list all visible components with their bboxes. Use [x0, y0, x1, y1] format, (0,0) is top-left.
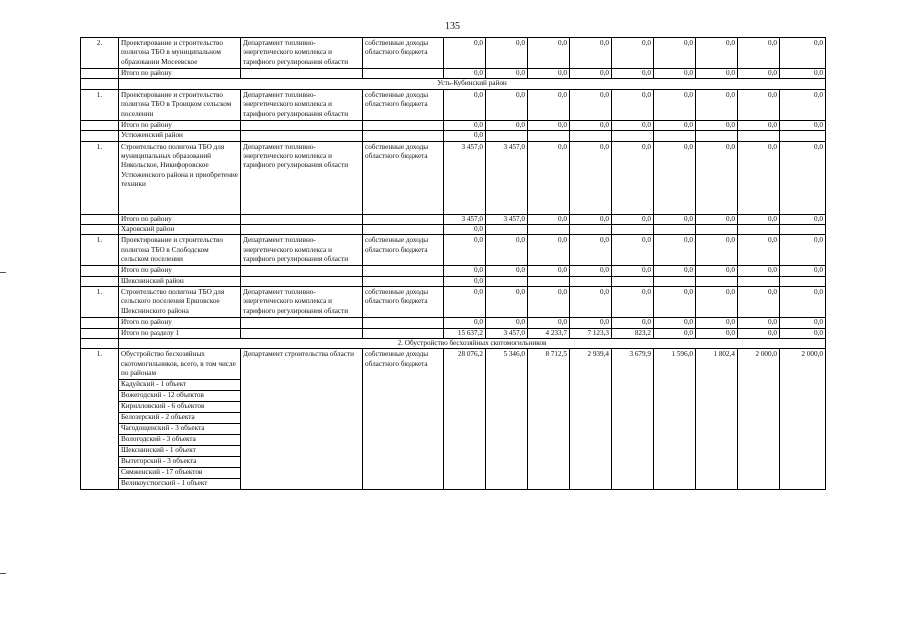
executor: Департамент топливно-энергетического комплекса и тарифного регулирования области [241, 235, 363, 266]
total-amount: 3 457,0 [486, 328, 528, 338]
total-amount: 0,0 [444, 69, 486, 79]
amount-cell: 0,0 [696, 235, 738, 266]
row-number: 1. [81, 235, 119, 266]
total-amount: 0,0 [444, 120, 486, 130]
amount-cell: 2 000,0 [738, 349, 780, 490]
total-amount: 0,0 [738, 318, 780, 328]
total-label: Итого по району [119, 318, 241, 328]
amount-cell: 0,0 [444, 38, 486, 69]
blank-cell [81, 120, 119, 130]
table-row [81, 89, 826, 120]
page-number: 135 [445, 21, 460, 32]
blank-cell [612, 276, 654, 286]
executor: Департамент топливно-энергетического комплекса и тарифного регулирования области [241, 89, 363, 120]
total-label: Итого по району [119, 266, 241, 276]
total-amount: 0,0 [738, 328, 780, 338]
table-row [81, 328, 826, 338]
blank-cell [654, 224, 696, 234]
blank-cell [363, 131, 444, 141]
total-amount: 0,0 [780, 214, 826, 224]
blank-cell [528, 131, 570, 141]
district-object-count: Вологодский - 3 объекта [119, 435, 241, 446]
blank-cell [241, 276, 363, 286]
amount-cell: 0,0 [528, 38, 570, 69]
blank-cell [81, 69, 119, 79]
row-number: 1. [81, 287, 119, 318]
blank-cell [81, 79, 119, 89]
funding-source: собственные доходы областного бюджета [363, 235, 444, 266]
total-amount: 823,2 [612, 328, 654, 338]
blank-cell [81, 318, 119, 328]
district-object-count: Кирилловский - 6 объектов [119, 402, 241, 413]
total-amount: 0,0 [780, 69, 826, 79]
district-object-count: Кадуйский - 1 объект [119, 380, 241, 391]
blank-cell [738, 224, 780, 234]
blank-cell [241, 214, 363, 224]
blank-cell [81, 266, 119, 276]
blank-cell [363, 224, 444, 234]
table-row [81, 141, 826, 214]
district-object-count: Вожегодский - 12 объектов [119, 391, 241, 402]
district-object-count: Вытегорский - 3 объекта [119, 457, 241, 468]
total-amount: 0,0 [486, 266, 528, 276]
executor: Департамент строительства области [241, 349, 363, 490]
total-amount: 0,0 [654, 318, 696, 328]
executor: Департамент топливно-энергетического комплекса и тарифного регулирования области [241, 287, 363, 318]
amount-cell: 1 802,4 [696, 349, 738, 490]
total-amount: 0,0 [696, 120, 738, 130]
section-title: 2. Обустройство бесхозяйных скотомогильников [119, 338, 826, 348]
total-amount: 0,0 [654, 328, 696, 338]
amount-cell: 0,0 [570, 287, 612, 318]
blank-cell [241, 328, 363, 338]
event-name: Обустройство бесхозяйных скотомогильников, всего, в том числе по районам [119, 349, 241, 380]
blank-cell [241, 131, 363, 141]
amount-cell: 2 000,0 [780, 349, 826, 490]
margin-mark [0, 272, 6, 273]
total-amount: 0,0 [444, 266, 486, 276]
total-amount: 0,0 [696, 266, 738, 276]
blank-cell [486, 131, 528, 141]
row-number: 2. [81, 38, 119, 69]
amount-cell: 2 939,4 [570, 349, 612, 490]
blank-cell [570, 224, 612, 234]
executor: Департамент топливно-энергетического комплекса и тарифного регулирования области [241, 141, 363, 214]
amount-cell: 0,0 [570, 141, 612, 214]
total-amount: 3 457,0 [486, 214, 528, 224]
amount-cell: 0,0 [486, 235, 528, 266]
total-amount: 0,0 [738, 69, 780, 79]
amount-cell: 0,0 [780, 235, 826, 266]
amount-cell: 3 679,9 [612, 349, 654, 490]
total-amount: 0,0 [528, 318, 570, 328]
total-amount: 0,0 [654, 214, 696, 224]
funding-source: собственные доходы областного бюджета [363, 349, 444, 490]
total-amount: 0,0 [780, 318, 826, 328]
amount-cell: 0,0 [780, 38, 826, 69]
blank-cell [241, 224, 363, 234]
event-name: Проектирование и строительство полигона ТБО в муниципальном образовании Мосеевское [119, 38, 241, 69]
total-amount: 0,0 [486, 318, 528, 328]
region-amount: 0,0 [444, 131, 486, 141]
table-row [81, 266, 826, 276]
total-amount: 0,0 [570, 318, 612, 328]
total-amount: 0,0 [612, 266, 654, 276]
amount-cell: 0,0 [654, 89, 696, 120]
total-amount: 0,0 [738, 120, 780, 130]
amount-cell: 0,0 [696, 89, 738, 120]
table-row [81, 318, 826, 328]
amount-cell: 0,0 [486, 38, 528, 69]
total-amount: 0,0 [612, 120, 654, 130]
amount-cell: 0,0 [570, 89, 612, 120]
amount-cell: 0,0 [612, 89, 654, 120]
table-row [81, 224, 826, 234]
total-amount: 7 123,3 [570, 328, 612, 338]
total-amount: 0,0 [780, 266, 826, 276]
blank-cell [363, 328, 444, 338]
total-amount: 0,0 [486, 69, 528, 79]
total-amount: 3 457,0 [444, 214, 486, 224]
amount-cell: 0,0 [444, 235, 486, 266]
total-amount: 15 637,2 [444, 328, 486, 338]
amount-cell: 0,0 [486, 287, 528, 318]
table-row [81, 338, 826, 348]
district-object-count: Шекснинский - 1 объект [119, 446, 241, 457]
district-object-count: Сямженский - 17 объектов [119, 468, 241, 479]
blank-cell [780, 276, 826, 286]
blank-cell [528, 224, 570, 234]
district-object-count: Белозерский - 2 объекта [119, 413, 241, 424]
blank-cell [363, 69, 444, 79]
blank-cell [363, 318, 444, 328]
district-object-count: Чагодощенский - 3 объекта [119, 424, 241, 435]
amount-cell: 0,0 [738, 38, 780, 69]
blank-cell [241, 120, 363, 130]
total-amount: 0,0 [570, 214, 612, 224]
blank-cell [654, 131, 696, 141]
amount-cell: 0,0 [612, 38, 654, 69]
total-label: Итого по району [119, 214, 241, 224]
total-amount: 0,0 [654, 69, 696, 79]
amount-cell: 0,0 [654, 38, 696, 69]
event-name: Проектирование и строительство полигона ТБО в Слободском сельском поселении [119, 235, 241, 266]
blank-cell [612, 224, 654, 234]
total-amount: 0,0 [612, 318, 654, 328]
blank-cell [654, 276, 696, 286]
amount-cell: 0,0 [612, 235, 654, 266]
blank-cell [738, 276, 780, 286]
total-amount: 0,0 [738, 214, 780, 224]
amount-cell: 0,0 [444, 89, 486, 120]
table-row [81, 214, 826, 224]
blank-cell [81, 276, 119, 286]
amount-cell: 8 712,5 [528, 349, 570, 490]
amount-cell: 0,0 [696, 287, 738, 318]
blank-cell [696, 131, 738, 141]
total-amount: 0,0 [696, 69, 738, 79]
blank-cell [363, 266, 444, 276]
amount-cell: 5 346,0 [486, 349, 528, 490]
blank-cell [780, 224, 826, 234]
amount-cell: 0,0 [444, 287, 486, 318]
total-amount: 0,0 [570, 69, 612, 79]
blank-cell [81, 214, 119, 224]
funding-source: собственные доходы областного бюджета [363, 141, 444, 214]
amount-cell: 0,0 [486, 89, 528, 120]
total-amount: 0,0 [570, 266, 612, 276]
margin-mark [0, 573, 6, 574]
funding-source: собственные доходы областного бюджета [363, 38, 444, 69]
amount-cell: 3 457,0 [486, 141, 528, 214]
total-amount: 0,0 [570, 120, 612, 130]
amount-cell: 0,0 [654, 235, 696, 266]
amount-cell: 0,0 [528, 235, 570, 266]
total-amount: 0,0 [738, 266, 780, 276]
amount-cell: 28 076,2 [444, 349, 486, 490]
blank-cell [363, 120, 444, 130]
total-amount: 0,0 [528, 266, 570, 276]
table-row [81, 276, 826, 286]
amount-cell: 0,0 [780, 141, 826, 214]
total-amount: 0,0 [612, 214, 654, 224]
row-number: 1. [81, 141, 119, 214]
total-amount: 0,0 [486, 120, 528, 130]
amount-cell: 1 596,0 [654, 349, 696, 490]
total-amount: 0,0 [696, 328, 738, 338]
amount-cell: 0,0 [570, 235, 612, 266]
region-title: Устюженский район [119, 131, 241, 141]
blank-cell [486, 276, 528, 286]
total-amount: 0,0 [528, 120, 570, 130]
blank-cell [241, 69, 363, 79]
amount-cell: 0,0 [738, 287, 780, 318]
table-row [81, 349, 826, 380]
total-amount: 0,0 [444, 318, 486, 328]
amount-cell: 0,0 [570, 38, 612, 69]
total-amount: 0,0 [780, 328, 826, 338]
total-amount: 0,0 [654, 120, 696, 130]
amount-cell: 0,0 [528, 141, 570, 214]
blank-cell [612, 131, 654, 141]
district-object-count: Великоустюгский - 1 объект [119, 479, 241, 490]
amount-cell: 0,0 [696, 141, 738, 214]
region-title: Шекснинский район [119, 276, 241, 286]
total-amount: 0,0 [696, 214, 738, 224]
total-amount: 0,0 [612, 69, 654, 79]
blank-cell [570, 131, 612, 141]
blank-cell [528, 276, 570, 286]
blank-cell [486, 224, 528, 234]
amount-cell: 0,0 [738, 89, 780, 120]
section-title: Усть-Кубинский район [119, 79, 826, 89]
region-amount: 0,0 [444, 276, 486, 286]
blank-cell [81, 131, 119, 141]
executor: Департамент топливно-энергетического комплекса и тарифного регулирования области [241, 38, 363, 69]
row-number: 1. [81, 89, 119, 120]
funding-source: собственные доходы областного бюджета [363, 89, 444, 120]
region-title: Харовский район [119, 224, 241, 234]
row-number: 1. [81, 349, 119, 490]
table-row [81, 287, 826, 318]
amount-cell: 0,0 [696, 38, 738, 69]
total-amount: 0,0 [696, 318, 738, 328]
blank-cell [780, 131, 826, 141]
table-row [81, 69, 826, 79]
event-name: Проектирование и строительство полигона ТБО в Троицком сельском поселении [119, 89, 241, 120]
amount-cell: 0,0 [654, 141, 696, 214]
blank-cell [241, 318, 363, 328]
total-label: Итого по району [119, 120, 241, 130]
region-amount: 0,0 [444, 224, 486, 234]
amount-cell: 0,0 [780, 287, 826, 318]
blank-cell [363, 214, 444, 224]
table-row [81, 131, 826, 141]
total-amount: 0,0 [528, 69, 570, 79]
amount-cell: 0,0 [780, 89, 826, 120]
blank-cell [570, 276, 612, 286]
total-amount: 4 233,7 [528, 328, 570, 338]
blank-cell [81, 328, 119, 338]
table-row [81, 79, 826, 89]
amount-cell: 0,0 [612, 141, 654, 214]
total-label: Итого по разделу 1 [119, 328, 241, 338]
funding-source: собственные доходы областного бюджета [363, 287, 444, 318]
total-amount: 0,0 [654, 266, 696, 276]
total-amount: 0,0 [780, 120, 826, 130]
amount-cell: 0,0 [528, 89, 570, 120]
blank-cell [241, 266, 363, 276]
amount-cell: 0,0 [612, 287, 654, 318]
amount-cell: 3 457,0 [444, 141, 486, 214]
blank-cell [81, 338, 119, 348]
program-table [80, 37, 826, 490]
event-name: Строительство полигона ТБО для муниципальных образований Никольское, Никифоровское Устюженского района и приобретение техники [119, 141, 241, 214]
amount-cell: 0,0 [528, 287, 570, 318]
blank-cell [738, 131, 780, 141]
amount-cell: 0,0 [738, 141, 780, 214]
total-amount: 0,0 [528, 214, 570, 224]
blank-cell [81, 224, 119, 234]
table-row [81, 38, 826, 69]
blank-cell [696, 224, 738, 234]
blank-cell [696, 276, 738, 286]
amount-cell: 0,0 [654, 287, 696, 318]
amount-cell: 0,0 [738, 235, 780, 266]
table-row [81, 120, 826, 130]
table-row [81, 235, 826, 266]
event-name: Строительство полигона ТБО для сельского поселения Ершовское Шекснинского района [119, 287, 241, 318]
blank-cell [363, 276, 444, 286]
total-label: Итого по району [119, 69, 241, 79]
